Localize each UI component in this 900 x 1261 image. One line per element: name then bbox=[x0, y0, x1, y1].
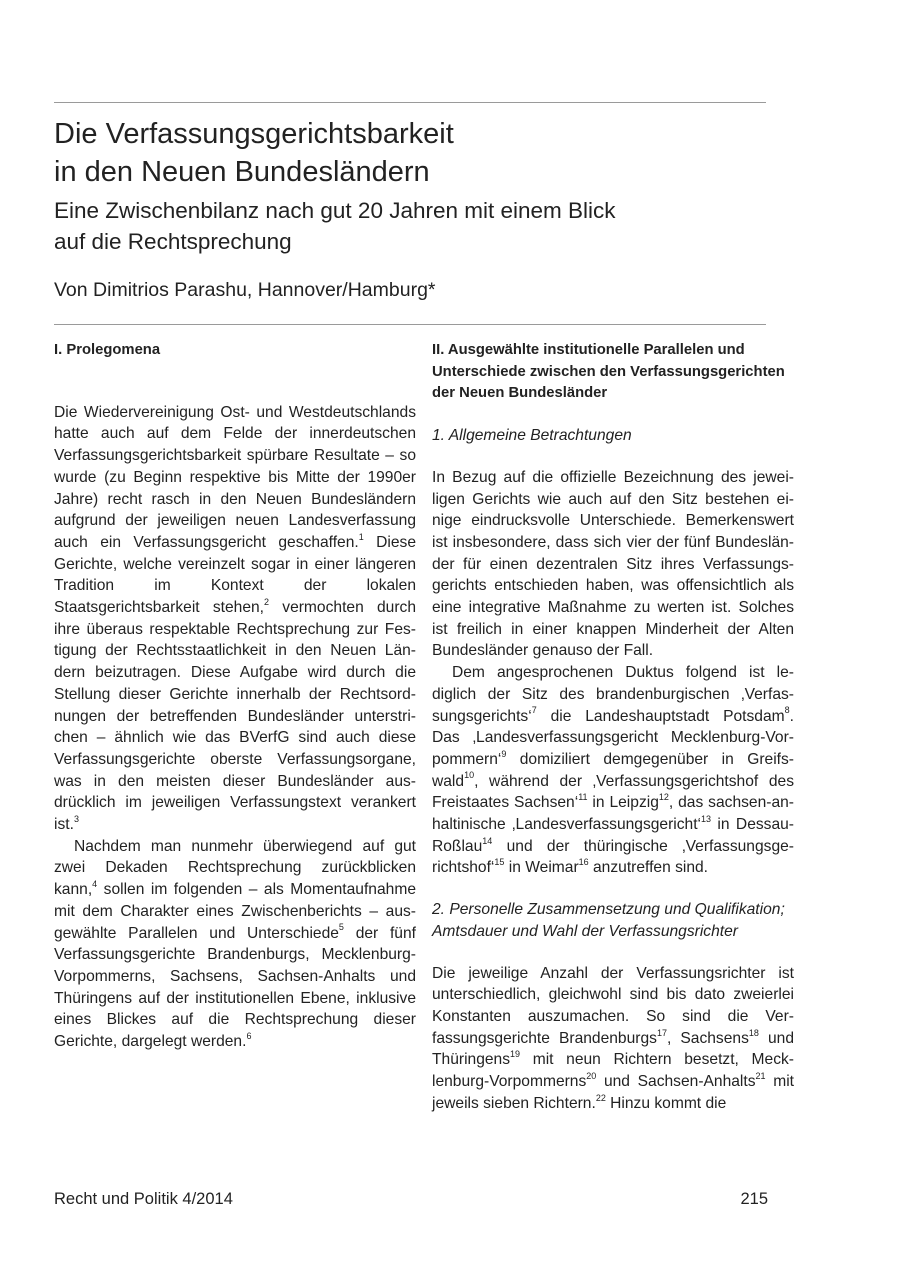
article-title-line-2: in den Neuen Bundesländern bbox=[54, 156, 430, 188]
section-heading-parallelen: II. Ausgewählte institutionelle Parallelen und Unterschiede zwischen den Verfassungsgerichten der Neuen Bundesländer bbox=[432, 342, 785, 402]
page-number: 215 bbox=[740, 1190, 768, 1208]
paragraph-1: Die Wiedervereinigung Ost- und Westdeutschlands hatte auch auf dem Felde der innerdeutschen Verfassungsgerichtsbarkeit spürbare Resultate – so wurde (zu Beginn respektive bis Mitte der 1990er Jahre) recht rasch in den Neuen Bundesländern aufgrund der jeweiligen neuen Landesverfassung auch ein Verfassungsgericht geschaffen.$^1$ Diese Gerichte, welche vereinzelt sogar in einer längeren Tradition im Kontext der lokalen Staatsgerichtsbarkeit stehen,$^2$ vermochten durch ihre überaus respektable Rechtsprechung zur Festigung der Rechtsstaatlichkeit in den Neuen Ländern beizutragen. Diese Aufgabe wird durch die Stellung dieser Gerichte innerhalb der Rechtsordnungen der betreffenden Bundesländer unterstrichen – ähnlich wie das BVerfG sind auch diese Verfassungsgerichte oberste Verfassungsorgane, was in den meisten dieser Bundesländer ausdrücklich im jeweiligen Verfassungstext verankert ist.$^3$ bbox=[54, 403, 416, 834]
paragraph-3: In Bezug auf die offizielle Bezeichnung des jeweiligen Gerichts wie auch auf den Sitz bestehen einige eindrucksvolle Unterschiede. Bemerkenswert ist insbesondere, dass sich vier der fünf Bundesländer für einen dezentralen Sitz ihres Verfassungsgerichts entschieden haben, was offensichtlich als eine integrative Maßnahme zu werten ist. Solches ist freilich in einer knappen Minderheit der Alten Bundesländer genauso der Fall. bbox=[432, 468, 794, 660]
footnote-ref[interactable]: 6 bbox=[246, 1030, 252, 1041]
paragraph-5: Die jeweilige Anzahl der Verfassungsrichter ist unterschiedlich, gleichwohl sind bis dato zweierlei Konstanten auszumachen. So sind die Verfassungsgerichte Brandenburgs$^{17}$, Sachsens$^{18}$ und Thüringens$^{19}$ mit neun Richtern besetzt, Mecklenburg-Vorpommerns$^{20}$ und Sachsen-Anhalts$^{21}$ mit jeweils sieben Richtern.$^{22}$ Hinzu kommt die bbox=[432, 964, 794, 1112]
footnote-ref[interactable]: 1 bbox=[358, 531, 364, 542]
footnote-ref[interactable]: 16 bbox=[578, 857, 589, 868]
journal-footer: Recht und Politik 4/2014 bbox=[54, 1190, 233, 1208]
subsection-heading-allgemeine: 1. Allgemeine Betrachtungen bbox=[432, 427, 632, 445]
footnote-ref[interactable]: 7 bbox=[531, 705, 537, 716]
footnote-ref[interactable]: 11 bbox=[578, 792, 588, 803]
footnote-ref[interactable]: 14 bbox=[482, 835, 493, 846]
section-heading-prolegomena: I. Prolegomena bbox=[54, 342, 161, 358]
footnote-ref[interactable]: 18 bbox=[748, 1027, 759, 1038]
footnote-ref[interactable]: 10 bbox=[464, 770, 475, 781]
footnote-ref[interactable]: 9 bbox=[501, 748, 507, 759]
header-divider bbox=[54, 324, 766, 325]
article-subtitle-line-2: auf die Rechtsprechung bbox=[54, 229, 292, 254]
author-line: Von Dimitrios Parashu, Hannover/Hamburg* bbox=[54, 279, 436, 301]
footnote-ref[interactable]: 22 bbox=[595, 1092, 606, 1103]
top-divider bbox=[54, 102, 766, 103]
right-column bbox=[432, 340, 794, 1115]
subsection-heading-personelle: 2. Personelle Zusammensetzung und Qualifikation; Amtsdauer und Wahl der Verfassungsrichter bbox=[432, 901, 785, 940]
footnote-ref[interactable]: 19 bbox=[510, 1049, 521, 1060]
footnote-ref[interactable]: 2 bbox=[264, 596, 270, 607]
footnote-ref[interactable]: 17 bbox=[656, 1027, 667, 1038]
paragraph-4: Dem angesprochenen Duktus folgend ist lediglich der Sitz des brandenburgischen ‚Verfassungsgerichts‘$^7$ die Landeshauptstadt Potsdam$^8$. Das ‚Landesverfassungsgericht Mecklenburg-Vorpommern‘$^9$ domiziliert demgegenüber in Greifswald$^{10}$, während der ‚Verfassungsgerichtshof des Freistaates Sachsen‘$^{11}$ in Leipzig$^{12}$, das sachsen-anhaltinische ‚Landesverfassungsgericht‘$^{13}$ in Dessau-Roßlau$^{14}$ und der thüringische ‚Verfassungsgerichtshof‘$^{15}$ in Weimar$^{16}$ anzutreffen sind. bbox=[432, 664, 794, 877]
footnote-ref[interactable]: 20 bbox=[586, 1070, 597, 1081]
footnote-ref[interactable]: 15 bbox=[494, 857, 505, 868]
left-column bbox=[54, 340, 416, 1053]
paragraph-2: Nachdem man nunmehr überwiegend auf gut zwei Dekaden Rechtsprechung zurückblicken kann,$^4$ sollen im folgenden – als Momentaufnahme mit dem Charakter eines Zwischenberichts – ausgewählte Parallelen und Unterschiede$^5$ der fünf Verfassungsgerichte Brandenburgs, Mecklenburg-Vorpommerns, Sachsens, Sachsen-Anhalts und Thüringens auf der institutionellen Ebene, inklusive eines Blickes auf die Rechtsprechung dieser Gerichte, dargelegt werden.$^6$ bbox=[54, 837, 416, 1051]
footnote-ref[interactable]: 21 bbox=[755, 1070, 766, 1081]
footnote-ref[interactable]: 4 bbox=[92, 878, 98, 889]
article-subtitle-line-1: Eine Zwischenbilanz nach gut 20 Jahren mit einem Blick bbox=[54, 198, 616, 223]
footnote-ref[interactable]: 12 bbox=[658, 792, 669, 803]
article-title-line-1: Die Verfassungsgerichtsbarkeit bbox=[54, 118, 454, 150]
footnote-ref[interactable]: 3 bbox=[73, 813, 79, 824]
footnote-ref[interactable]: 13 bbox=[701, 813, 712, 824]
footnote-ref[interactable]: 8 bbox=[784, 705, 790, 716]
footnote-ref[interactable]: 5 bbox=[338, 922, 344, 933]
